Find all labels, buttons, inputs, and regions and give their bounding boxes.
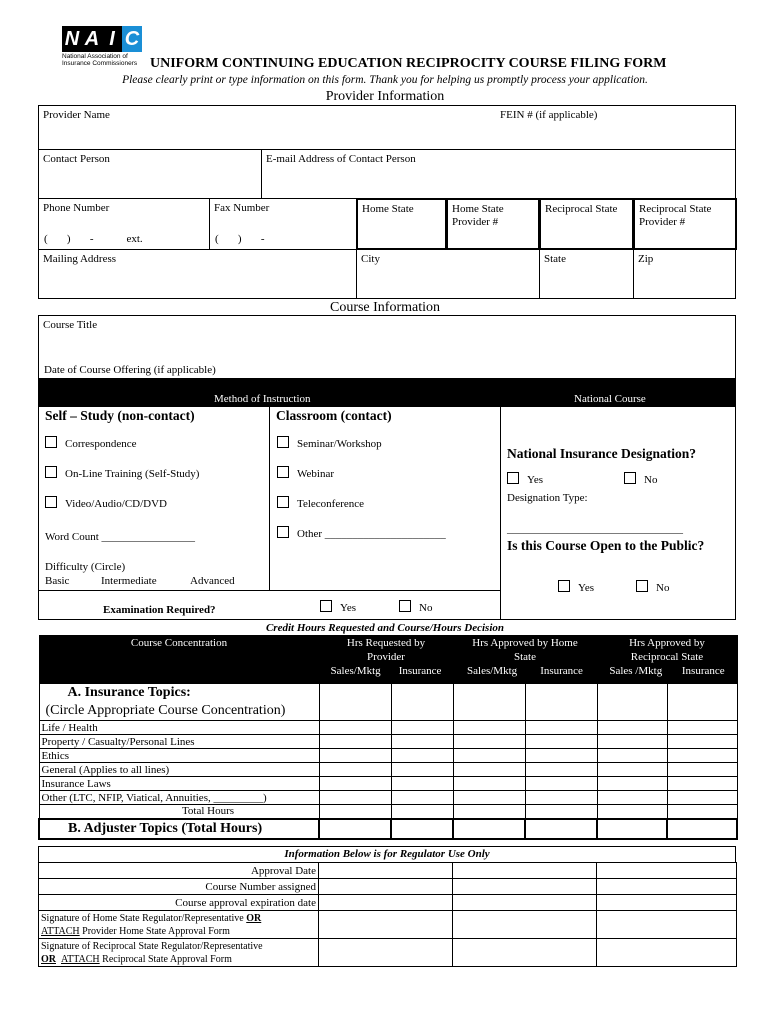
home-state-provider-label: Home State Provider # xyxy=(452,203,504,228)
designation-yes[interactable]: Yes xyxy=(507,472,543,487)
reciprocal-state-field[interactable] xyxy=(539,198,634,250)
credit-hours-table xyxy=(38,635,738,840)
hrs-recip-header: Hrs Approved by Reciprocal State Sales /Mktg Insurance xyxy=(597,636,737,684)
phone-label: Phone Number xyxy=(43,202,110,214)
naic-logo xyxy=(62,26,144,74)
table-row: Insurance Laws xyxy=(39,777,737,791)
topics-b-row xyxy=(39,819,737,839)
provider-section-title: Provider Information xyxy=(325,89,445,104)
contact-person-field[interactable] xyxy=(38,149,262,199)
logo-subtext: National Association of Insurance Commissioners xyxy=(62,53,138,67)
checkbox-icon[interactable] xyxy=(636,580,648,592)
hrs-home-header: Hrs Approved by Home State Sales/Mktg Insurance xyxy=(453,636,597,684)
teleconference-option[interactable]: Teleconference xyxy=(277,496,364,511)
designation-type-line[interactable]: ________________________________ xyxy=(507,523,683,535)
fax-label: Fax Number xyxy=(214,202,270,214)
table-row: Signature of Reciprocal State Regulator/Representative OR ATTACH Reciprocal State Approval Form xyxy=(39,939,737,967)
zip-label: Zip xyxy=(638,253,654,265)
state-field[interactable] xyxy=(539,249,634,299)
checkbox-icon[interactable] xyxy=(507,472,519,484)
zip-field[interactable] xyxy=(633,249,736,299)
course-section-title: Course Information xyxy=(329,300,441,315)
checkbox-icon[interactable] xyxy=(399,600,411,612)
total-hours-row: Total Hours xyxy=(39,805,737,819)
mailing-address-label: Mailing Address xyxy=(43,253,117,265)
reciprocal-state-provider-field[interactable] xyxy=(633,198,737,250)
exam-required-label: Examination Required? xyxy=(103,604,216,616)
logo-mark: N A I C xyxy=(62,26,144,52)
exam-yes[interactable]: Yes xyxy=(320,600,356,615)
checkbox-icon[interactable] xyxy=(558,580,570,592)
topics-a-row xyxy=(39,684,737,721)
table-row: Course approval expiration date xyxy=(39,895,737,911)
reciprocal-state-provider-label: Reciprocal State Provider # xyxy=(639,203,712,228)
national-designation-question: National Insurance Designation? xyxy=(507,446,697,461)
designation-no[interactable]: No xyxy=(624,472,657,487)
table-row: Ethics xyxy=(39,749,737,763)
difficulty-label: Difficulty (Circle) xyxy=(45,561,126,573)
classroom-heading: Classroom (contact) xyxy=(276,408,392,423)
table-row: General (Applies to all lines) xyxy=(39,763,737,777)
concentration-header: Course Concentration xyxy=(39,636,319,684)
seminar-option[interactable]: Seminar/Workshop xyxy=(277,436,382,451)
email-field[interactable] xyxy=(261,149,736,199)
difficulty-intermediate[interactable]: Intermediate xyxy=(101,575,157,587)
city-field[interactable] xyxy=(356,249,540,299)
table-row: Approval Date xyxy=(39,863,737,879)
word-count-field[interactable]: Word Count _________________ xyxy=(45,531,196,543)
checkbox-icon[interactable] xyxy=(45,496,57,508)
difficulty-basic[interactable]: Basic xyxy=(45,575,70,587)
form-title: UNIFORM CONTINUING EDUCATION RECIPROCITY COURSE FILING FORM xyxy=(150,56,667,71)
correspondence-option[interactable]: Correspondence xyxy=(45,436,136,451)
national-header: National Course xyxy=(574,393,646,405)
checkbox-icon[interactable] xyxy=(320,600,332,612)
table-row: Other (LTC, NFIP, Viatical, Annuities, _________) xyxy=(39,791,737,805)
checkbox-icon[interactable] xyxy=(277,526,289,538)
reciprocal-state-label: Reciprocal State xyxy=(545,203,618,215)
designation-type-label: Designation Type: xyxy=(507,492,588,504)
method-header: Method of Instruction xyxy=(214,393,311,405)
table-row: Signature of Home State Regulator/Representative OR ATTACH Provider Home State Approval Form xyxy=(39,911,737,939)
checkbox-icon[interactable] xyxy=(277,436,289,448)
date-offering-label: Date of Course Offering (if applicable) xyxy=(44,364,216,376)
phone-format: ( ) - ext. xyxy=(44,233,143,245)
method-header-bar xyxy=(38,378,736,407)
checkbox-icon[interactable] xyxy=(45,466,57,478)
other-option[interactable]: Other ______________________ xyxy=(277,526,446,541)
checkbox-icon[interactable] xyxy=(277,496,289,508)
provider-name-label: Provider Name xyxy=(43,109,110,121)
topics-b-heading: B. Adjuster Topics (Total Hours) xyxy=(39,819,319,839)
exam-no[interactable]: No xyxy=(399,600,432,615)
form-subtitle: Please clearly print or type information on this form. Thank you for helping us promptly process your application. xyxy=(122,74,648,86)
regulator-table xyxy=(38,862,737,967)
home-state-provider-field[interactable] xyxy=(446,198,540,250)
home-state-label: Home State xyxy=(362,203,414,215)
hrs-requested-header: Hrs Requested by Provider Sales/Mktg Insurance xyxy=(319,636,453,684)
table-row: Life / Health xyxy=(39,721,737,735)
provider-name-field[interactable] xyxy=(38,105,736,150)
difficulty-advanced[interactable]: Advanced xyxy=(190,575,235,587)
email-label: E-mail Address of Contact Person xyxy=(266,153,416,165)
home-state-field[interactable] xyxy=(356,198,447,250)
credit-caption: Credit Hours Requested and Course/Hours Decision xyxy=(265,622,505,634)
checkbox-icon[interactable] xyxy=(624,472,636,484)
topics-a-heading: A. Insurance Topics: xyxy=(67,685,191,700)
checkbox-icon[interactable] xyxy=(277,466,289,478)
city-label: City xyxy=(361,253,380,265)
table-row: Course Number assigned xyxy=(39,879,737,895)
public-yes[interactable]: Yes xyxy=(558,580,594,595)
topics-a-subheading: (Circle Appropriate Course Concentration) xyxy=(45,703,286,718)
public-no[interactable]: No xyxy=(636,580,669,595)
mailing-address-field[interactable] xyxy=(38,249,357,299)
online-option[interactable]: On-Line Training (Self-Study) xyxy=(45,466,199,481)
credit-header-row xyxy=(39,636,737,684)
national-course-column xyxy=(500,406,736,620)
video-option[interactable]: Video/Audio/CD/DVD xyxy=(45,496,167,511)
contact-person-label: Contact Person xyxy=(43,153,110,165)
open-public-question: Is this Course Open to the Public? xyxy=(507,538,705,553)
regulator-caption: Information Below is for Regulator Use Only xyxy=(38,846,736,863)
webinar-option[interactable]: Webinar xyxy=(277,466,334,481)
fein-label: FEIN # (if applicable) xyxy=(500,109,598,121)
self-study-heading: Self – Study (non-contact) xyxy=(45,408,195,423)
checkbox-icon[interactable] xyxy=(45,436,57,448)
course-title-label: Course Title xyxy=(43,319,98,331)
table-row: Property / Casualty/Personal Lines xyxy=(39,735,737,749)
fax-format: ( ) - xyxy=(215,233,265,245)
state-label: State xyxy=(544,253,566,265)
